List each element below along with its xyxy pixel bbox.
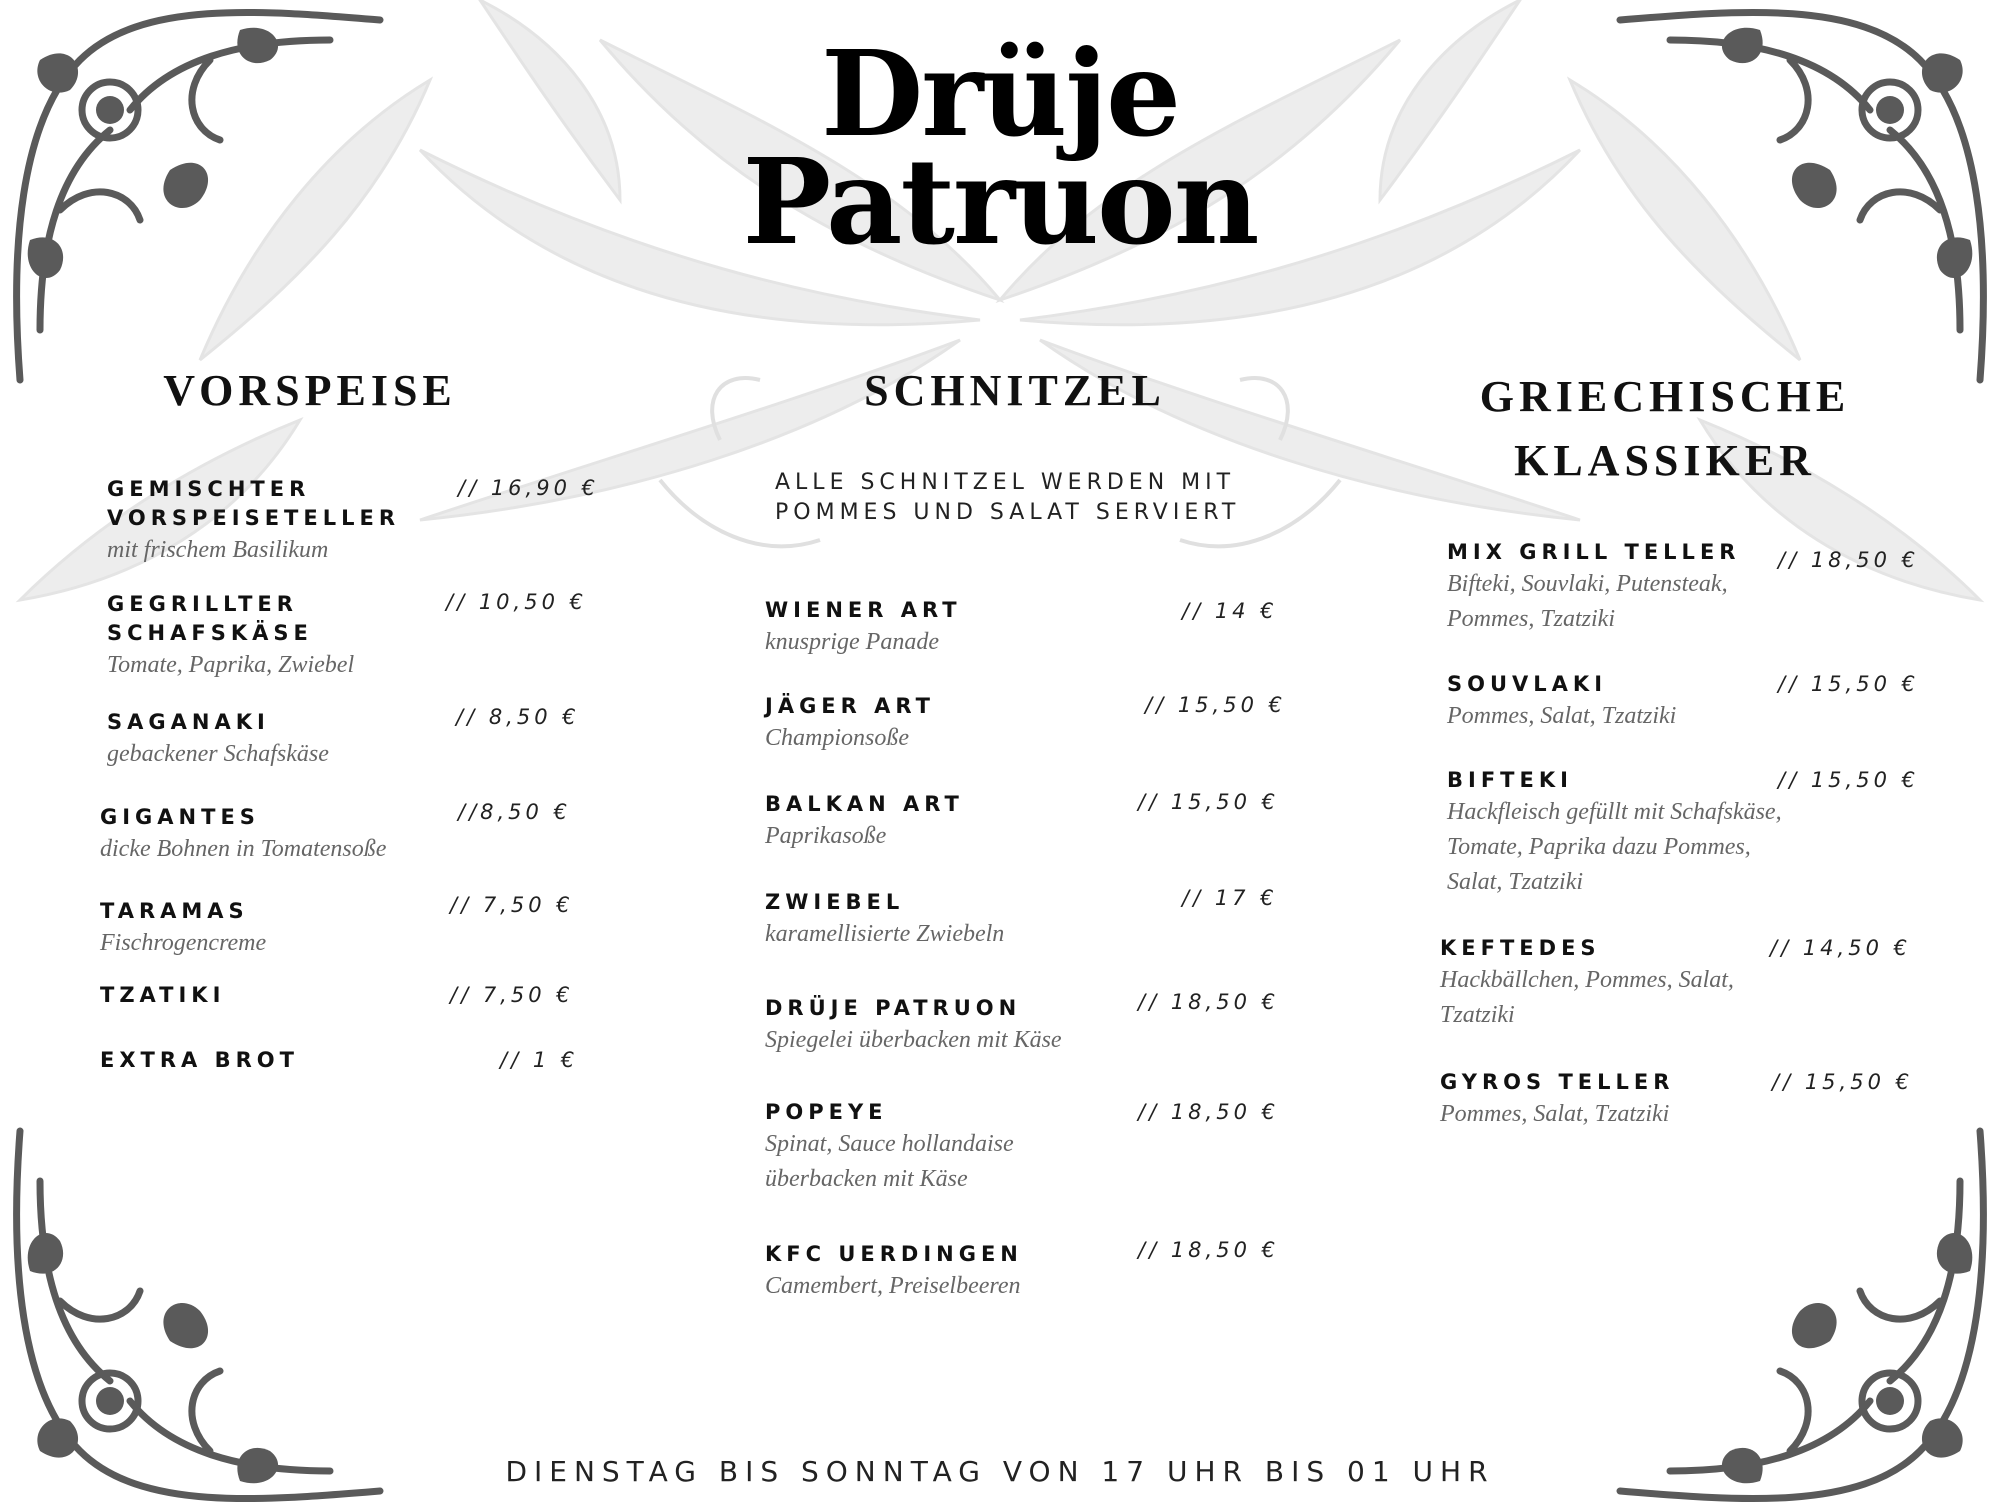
item-name: KFC UERDINGEN	[765, 1242, 1023, 1266]
item-description: Fischrogencreme	[100, 930, 267, 956]
schnitzel-note: ALLE SCHNITZEL WERDEN MIT POMMES UND SALAT SERVIERT	[775, 470, 1241, 525]
item-name: TARAMAS	[100, 899, 249, 923]
item-price: // 15,50 €	[1145, 693, 1286, 717]
item-price: //8,50 €	[458, 800, 571, 824]
item-description: Championsoße	[765, 725, 909, 751]
title-line-1: Drüje	[820, 24, 1180, 163]
item-name: KEFTEDES	[1440, 936, 1601, 960]
item-description: Pommes, Salat, Tzatziki	[1447, 703, 1677, 729]
menu-item	[765, 596, 1105, 660]
item-name: ZWIEBEL	[765, 890, 905, 914]
item-description: knusprige Panade	[765, 629, 939, 655]
menu-item	[765, 692, 1105, 756]
item-name: BALKAN ART	[765, 792, 964, 816]
item-price: // 10,50 €	[446, 590, 587, 614]
menu-item	[1440, 1068, 1780, 1132]
menu-item	[1447, 670, 1787, 734]
heading-vorspeise: VORSPEISE	[163, 366, 457, 415]
item-price: // 1 €	[500, 1048, 579, 1072]
menu-item	[100, 1046, 420, 1075]
item-name: WIENER ART	[765, 598, 962, 622]
item-name: SOUVLAKI	[1447, 672, 1608, 696]
item-price: // 17 €	[1182, 886, 1278, 910]
item-description: Tomate, Paprika, Zwiebel	[107, 652, 355, 678]
item-name: GYROS TELLER	[1440, 1070, 1675, 1094]
item-description: karamellisierte Zwiebeln	[765, 921, 1005, 947]
item-price: // 16,90 €	[458, 476, 599, 500]
item-description: Bifteki, Souvlaki, Putensteak, Pommes, Tzatziki	[1447, 571, 1728, 632]
item-description: Spinat, Sauce hollandaise überbacken mit Käse	[765, 1131, 1014, 1192]
item-price: // 18,50 €	[1138, 1100, 1279, 1124]
title-line-2: Patruon	[742, 132, 1258, 271]
item-description: Paprikasoße	[765, 823, 887, 849]
menu-item	[765, 994, 1125, 1058]
item-description: Camembert, Preiselbeeren	[765, 1273, 1021, 1299]
floral-corner-ornament	[0, 0, 390, 390]
heading-schnitzel: SCHNITZEL	[864, 366, 1166, 415]
menu-item	[100, 803, 440, 867]
item-name: SAGANAKI	[107, 710, 270, 734]
menu-item	[100, 981, 420, 1010]
item-price: // 18,50 €	[1778, 548, 1919, 572]
item-name: DRÜJE PATRUON	[765, 996, 1022, 1020]
item-description: Pommes, Salat, Tzatziki	[1440, 1101, 1670, 1127]
item-price: // 15,50 €	[1778, 768, 1919, 792]
item-description: dicke Bohnen in Tomatensoße	[100, 836, 387, 862]
floral-corner-ornament	[1610, 1121, 2000, 1511]
item-price: // 18,50 €	[1138, 990, 1279, 1014]
item-price: // 15,50 €	[1772, 1070, 1913, 1094]
menu-item	[765, 1098, 1065, 1197]
heading-griechische-klassiker: GRIECHISCHE KLASSIKER	[1479, 372, 1851, 485]
menu-item	[765, 888, 1105, 952]
item-name: GIGANTES	[100, 805, 260, 829]
item-description: gebackener Schafskäse	[107, 741, 329, 767]
item-price: // 14 €	[1182, 599, 1278, 623]
item-name: BIFTEKI	[1447, 768, 1573, 792]
menu-item	[107, 708, 427, 772]
item-description: Spiegelei überbacken mit Käse	[765, 1027, 1062, 1053]
item-price: // 14,50 €	[1770, 936, 1911, 960]
item-name: GEMISCHTER VORSPEISETELLER	[107, 477, 400, 530]
menu-item	[765, 1240, 1105, 1304]
item-name: GEGRILLTER SCHAFSKÄSE	[107, 592, 313, 645]
menu-item	[1440, 934, 1770, 1033]
item-price: // 7,50 €	[450, 983, 574, 1007]
floral-corner-ornament	[1610, 0, 2000, 390]
item-price: // 18,50 €	[1138, 1238, 1279, 1262]
menu-item	[1447, 538, 1787, 637]
item-price: // 15,50 €	[1778, 672, 1919, 696]
menu-item	[107, 475, 427, 568]
menu-item	[100, 897, 420, 961]
item-description: Hackbällchen, Pommes, Salat, Tzatziki	[1440, 967, 1734, 1028]
menu-item	[765, 790, 1105, 854]
item-name: MIX GRILL TELLER	[1447, 540, 1741, 564]
menu-item	[107, 590, 427, 683]
restaurant-title	[700, 24, 1300, 271]
item-price: // 7,50 €	[450, 893, 574, 917]
menu-item	[1447, 766, 1797, 900]
opening-hours: DIENSTAG BIS SONNTAG VON 17 UHR BIS 01 UHR	[505, 1455, 1495, 1488]
item-name: EXTRA BROT	[100, 1048, 299, 1072]
item-price: // 15,50 €	[1138, 790, 1279, 814]
item-price: // 8,50 €	[456, 705, 580, 729]
item-description: Hackfleisch gefüllt mit Schafskäse, Tomate, Paprika dazu Pommes, Salat, Tzatziki	[1447, 799, 1782, 895]
item-description: mit frischem Basilikum	[107, 537, 329, 563]
item-name: TZATIKI	[100, 983, 226, 1007]
item-name: POPEYE	[765, 1100, 888, 1124]
item-name: JÄGER ART	[765, 694, 935, 718]
floral-corner-ornament	[0, 1121, 390, 1511]
